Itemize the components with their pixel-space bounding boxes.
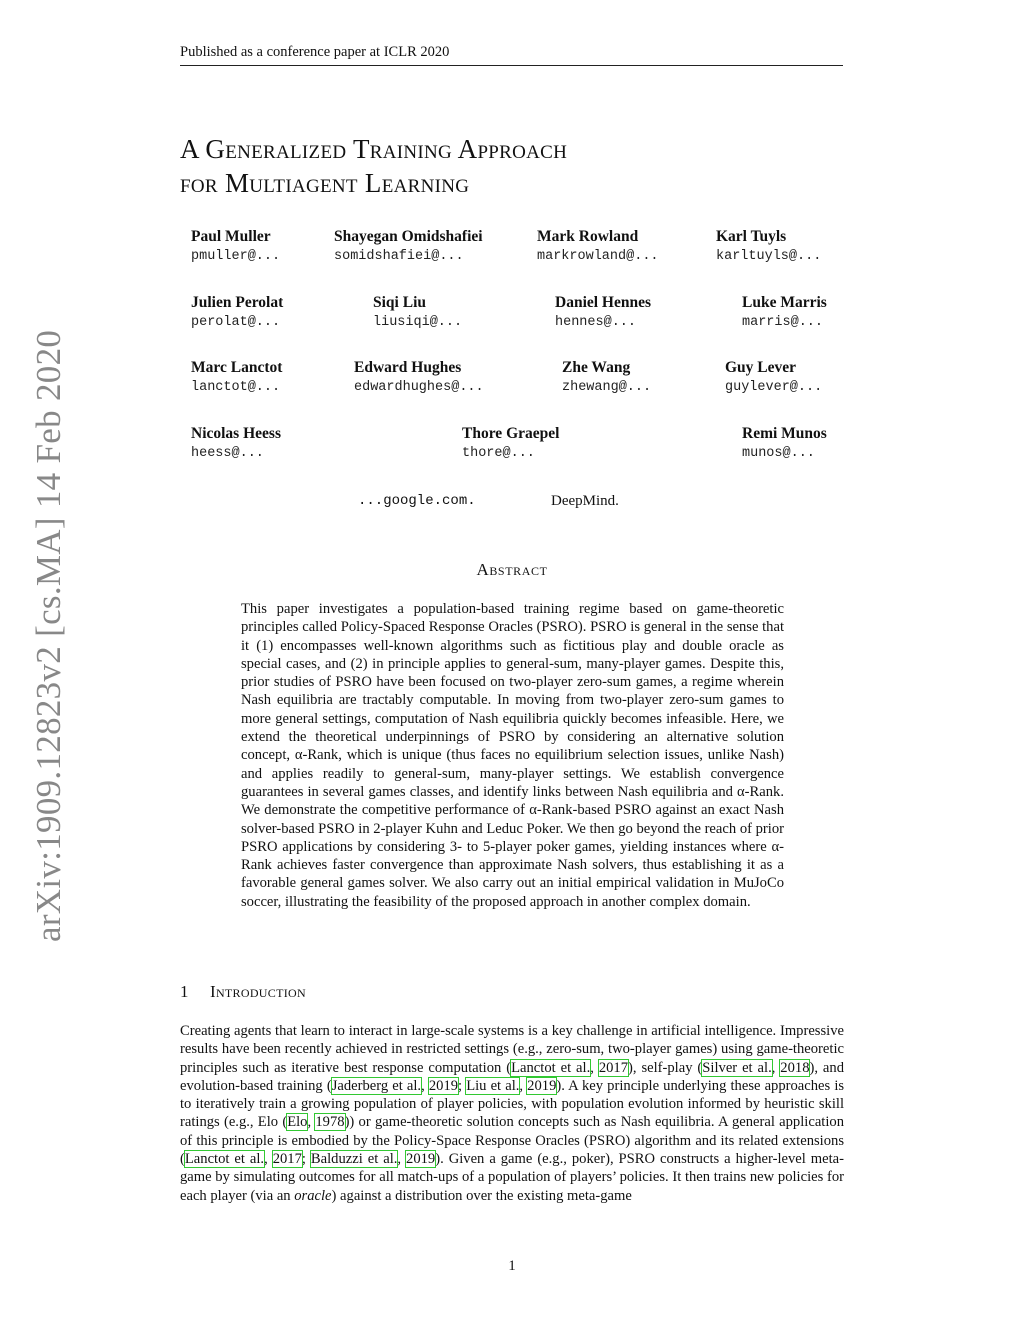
author-block: [191, 227, 280, 267]
author-email[interactable]: somidshafiei@...: [334, 249, 464, 264]
intro-paragraph: Creating agents that learn to interact in large-scale systems is a key challenge in artificial intelligence. Impressive results have been recently achieved in restricted settings (e.g., zero-sum, two-player games) using game-theoretic principles such as iterative best response computation (Lanctot et al., 2017), self-play (Silver et al., 2018), and evolution-based training (Jaderberg et al., 2019; Liu et al., 2019). A key principle underlying these approaches is to iteratively train a growing population of player policies, with population evolution informed by heuristic skill ratings (e.g., Elo (Elo, 1978)) or game-theoretic solution concepts such as Nash equilibria. A general application of this principle is embodied by the Policy-Space Response Oracles (PSRO) algorithm and its related extensions (Lanctot et al., 2017; Balduzzi et al., 2019). Given a game (e.g., poker), PSRO constructs a higher-level meta-game by simulating outcomes for all match-ups of a population of players’ policies. It then trains new policies for each player (via an oracle) against a distribution over the existing meta-game: [180, 1023, 845, 1204]
author-block: [191, 358, 282, 398]
citation-link[interactable]: 2019: [527, 1077, 557, 1094]
author-name: Daniel Hennes: [555, 294, 652, 311]
author-email[interactable]: markrowland@...: [537, 249, 659, 264]
author-block: [373, 293, 462, 333]
author-block: [742, 293, 827, 333]
citation-link[interactable]: 2019: [428, 1077, 459, 1094]
title-line-1: [180, 132, 800, 166]
title-word: Training: [352, 134, 453, 164]
citation-link[interactable]: 2017: [598, 1059, 629, 1076]
title-word: A: [180, 134, 199, 164]
author-block: [537, 227, 659, 267]
author-name: Remi Munos: [742, 425, 827, 442]
running-header: Published as a conference paper at ICLR 2020: [180, 44, 843, 66]
citation-link[interactable]: Jaderberg et al.: [331, 1077, 422, 1094]
abstract-body: This paper investigates a population-based training regime based on game-theoretic principles called Policy-Spaced Response Oracles (PSRO). PSRO is general in the sense that it (1) encompasses well-known algorithms such as fictitious play and double oracle as special cases, and (2) in principle applies to general-sum, many-player games. Despite this, prior studies of PSRO have been focused on two-player zero-sum games, a regime wherein Nash equilibria are tractably computable. In moving from two-player zero-sum games to more general settings, computation of Nash equilibria quickly becomes infeasible. Here, we extend the theoretical underpinnings of PSRO by considering an alternative solution concept, α-Rank, which is unique (thus faces no equilibrium selection issues, unlike Nash) and applies readily to general-sum, many-player settings. We establish convergence guarantees in several games classes, and identify links between Nash equilibria and α-Rank. We demonstrate the competitive performance of α-Rank-based PSRO against an exact Nash solver-based PSRO in 2-player Kuhn and Leduc Poker. We then go beyond the reach of prior PSRO applications by considering 3- to 5-player poker games, yielding instances where α-Rank achieves faster convergence than approximate Nash solvers, thus establishing it as a favorable general games solver. We also carry out an initial empirical validation in MuJoCo soccer, illustrating the feasibility of the proposed approach in another complex domain.: [241, 601, 784, 910]
author-email[interactable]: lanctot@...: [191, 380, 281, 395]
page-number: 1: [508, 1258, 516, 1274]
author-name: Shayegan Omidshafiei: [334, 228, 483, 245]
citation-link[interactable]: 1978: [315, 1114, 345, 1131]
author-name: Edward Hughes: [354, 359, 462, 376]
author-email[interactable]: munos@...: [742, 446, 815, 461]
author-name: Karl Tuyls: [716, 228, 787, 245]
title-word: for: [180, 168, 218, 198]
title-word: Learning: [364, 168, 470, 198]
author-block: [562, 358, 651, 398]
author-block: [191, 293, 283, 333]
author-name: Thore Graepel: [462, 425, 560, 442]
citation-link[interactable]: 2018: [780, 1059, 810, 1076]
author-email[interactable]: hennes@...: [555, 315, 637, 330]
author-email[interactable]: guylever@...: [725, 380, 823, 395]
citation-link[interactable]: Silver et al.: [702, 1059, 772, 1076]
citation-link[interactable]: 2017: [272, 1151, 302, 1168]
author-block: [191, 424, 281, 464]
citation-link[interactable]: Lanctot et al.: [184, 1151, 265, 1168]
author-email[interactable]: liusiqi@...: [373, 315, 463, 330]
author-block: [742, 424, 827, 464]
section-title: Introduction: [210, 982, 306, 1001]
title-line-2: [180, 166, 800, 200]
author-email[interactable]: zhewang@...: [562, 380, 652, 395]
affiliation-domain: ...google.com.: [358, 493, 476, 509]
author-block: [462, 424, 559, 464]
author-block: [555, 293, 651, 333]
citation-link[interactable]: Elo: [287, 1114, 308, 1131]
citation-link[interactable]: Balduzzi et al.: [310, 1151, 398, 1168]
author-name: Mark Rowland: [537, 228, 639, 245]
author-name: Marc Lanctot: [191, 359, 283, 376]
author-name: Zhe Wang: [562, 359, 631, 376]
section-heading: [180, 982, 306, 1002]
section-number: 1: [180, 982, 189, 1001]
abstract-heading: Abstract: [476, 560, 548, 579]
author-name: Paul Muller: [191, 228, 271, 245]
author-email[interactable]: karltuyls@...: [716, 249, 822, 264]
author-name: Siqi Liu: [373, 294, 426, 311]
author-name: Guy Lever: [725, 359, 797, 376]
author-email[interactable]: marris@...: [742, 315, 824, 330]
paper-title: [180, 132, 800, 200]
author-block: [334, 227, 483, 267]
citation-link[interactable]: Liu et al.: [466, 1077, 520, 1094]
citation-link[interactable]: 2019: [406, 1151, 436, 1168]
author-block: [725, 358, 822, 398]
arxiv-stamp: arXiv:1909.12823v2 [cs.MA] 14 Feb 2020: [29, 329, 68, 942]
author-email[interactable]: perolat@...: [191, 315, 281, 330]
author-email[interactable]: heess@...: [191, 446, 264, 461]
author-email[interactable]: edwardhughes@...: [354, 380, 484, 395]
title-word: Multiagent: [224, 168, 358, 198]
emphasis-oracle: oracle: [294, 1187, 332, 1204]
author-name: Luke Marris: [742, 294, 827, 311]
author-email[interactable]: pmuller@...: [191, 249, 281, 264]
author-block: [354, 358, 484, 398]
affiliation-org: DeepMind.: [551, 493, 619, 509]
author-email[interactable]: thore@...: [462, 446, 535, 461]
author-name: Julien Perolat: [191, 294, 284, 311]
citation-link[interactable]: Lanctot et al.: [511, 1059, 591, 1076]
title-word: Generalized: [205, 134, 347, 164]
author-block: [716, 227, 821, 267]
author-name: Nicolas Heess: [191, 425, 281, 442]
title-word: Approach: [457, 134, 568, 164]
